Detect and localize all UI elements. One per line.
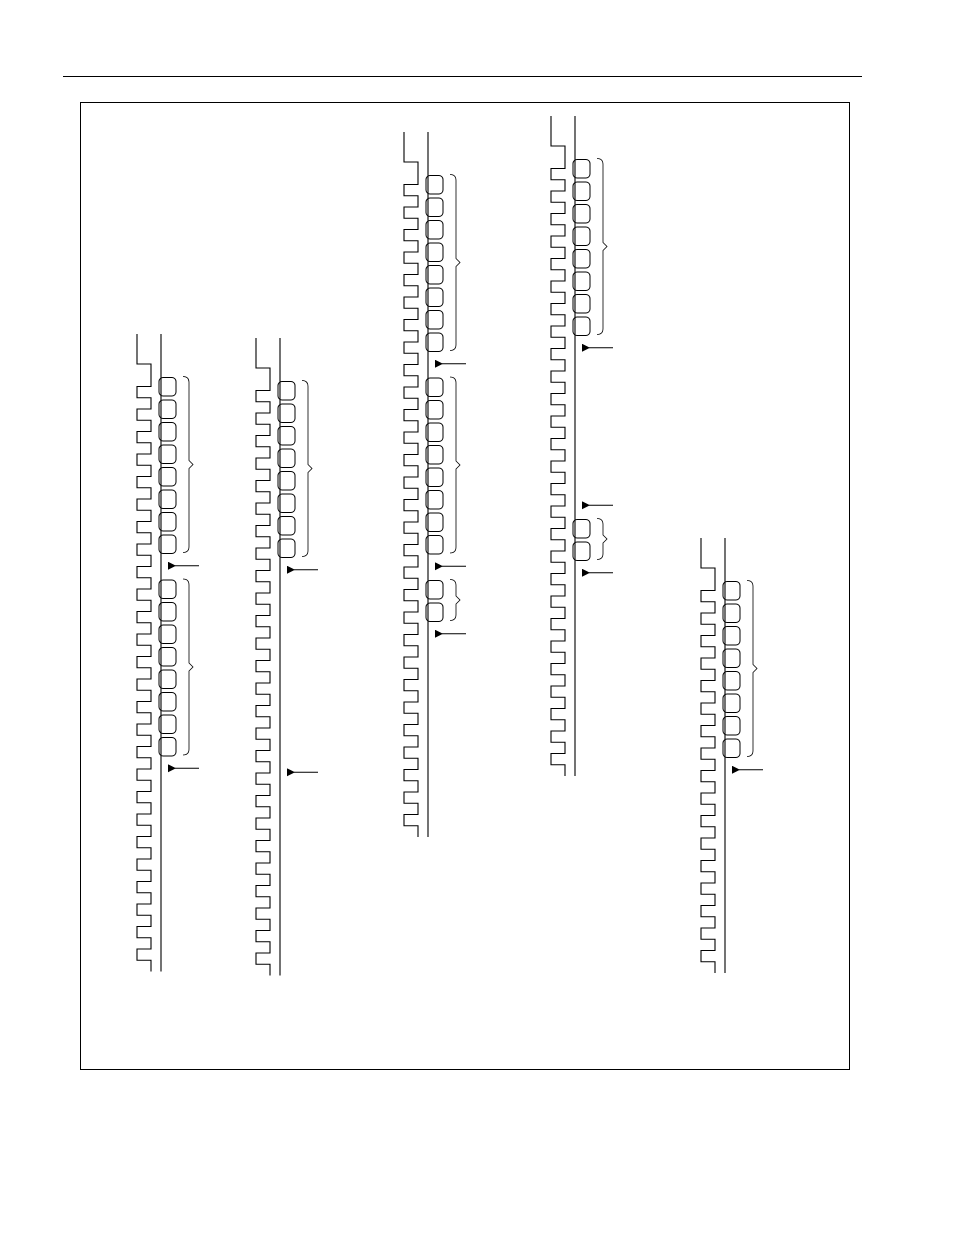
timing-diagram-e — [701, 538, 763, 973]
timing-diagram-b — [256, 338, 318, 976]
clock-waveform — [404, 132, 418, 837]
byte-brace — [450, 377, 460, 553]
timing-diagram-c — [404, 132, 466, 837]
byte-brace — [597, 159, 607, 335]
byte-brace — [450, 175, 460, 351]
byte-brace — [183, 579, 193, 755]
clock-waveform — [701, 538, 715, 973]
clock-waveform — [137, 334, 151, 972]
byte-brace — [597, 519, 607, 560]
clock-waveform — [256, 338, 270, 976]
byte-brace — [302, 381, 312, 557]
byte-brace — [747, 581, 757, 757]
byte-brace — [450, 580, 460, 621]
timing-diagram-a — [137, 334, 199, 972]
timing-diagram-d — [551, 116, 613, 776]
byte-brace — [183, 377, 193, 553]
clock-waveform — [551, 116, 565, 776]
